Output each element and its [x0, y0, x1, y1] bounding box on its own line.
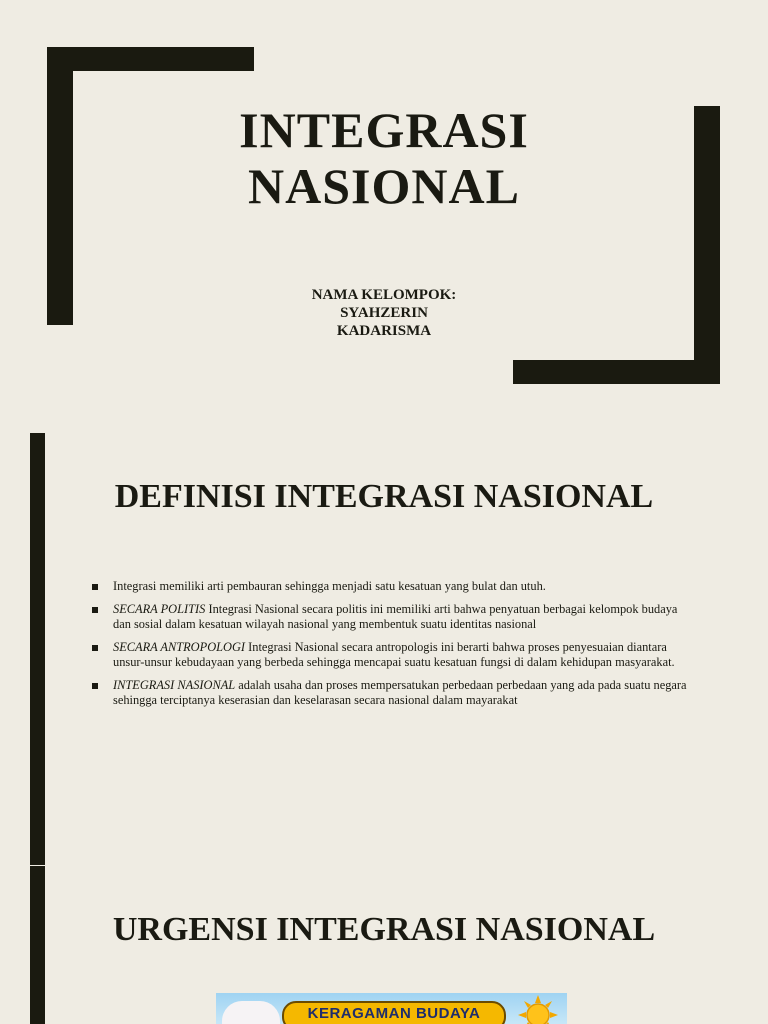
slide-accent-bar	[30, 433, 45, 865]
square-bullet-icon	[92, 584, 98, 590]
slide-title	[120, 102, 648, 214]
group-members	[200, 286, 568, 340]
bracket-top-left-vertical	[47, 47, 73, 325]
slide-separator	[0, 415, 768, 433]
bullet-text: adalah usaha dan proses mempersatukan perbedaan perbedaan yang ada pada suatu negara sehingga terciptanya keserasian dan keselarasan secara nasional dalam mayarakat	[113, 677, 687, 707]
bracket-bottom-right-horizontal	[513, 360, 720, 384]
definition-title: DEFINISI INTEGRASI NASIONAL	[114, 478, 654, 515]
bullet-item	[92, 640, 692, 671]
definition-bullet-list	[92, 579, 692, 716]
bullet-item	[92, 579, 692, 595]
bullet-lead: SECARA POLITIS	[113, 601, 206, 616]
members-label: NAMA KELOMPOK:	[311, 287, 457, 303]
bracket-bottom-right-vertical	[694, 106, 720, 384]
bullet-item	[92, 678, 692, 709]
member-name-2: KADARISMA	[336, 323, 432, 339]
member-name-1: SYAHZERIN	[340, 305, 428, 321]
title-line-1: INTEGRASI	[239, 102, 529, 158]
title-line-2: NASIONAL	[248, 158, 520, 214]
square-bullet-icon	[92, 607, 98, 613]
bullet-lead: INTEGRASI NASIONAL	[113, 677, 236, 692]
bullet-lead: SECARA ANTROPOLOGI	[113, 639, 246, 654]
urgency-title: URGENSI INTEGRASI NASIONAL	[112, 911, 656, 948]
cloud-icon	[222, 1001, 280, 1024]
bracket-top-left-horizontal	[47, 47, 254, 71]
bullet-text: Integrasi Nasional secara politis ini memiliki arti bahwa penyatuan berbagai kelompok budaya dan sosial dalam kesatuan wilayah nasional yang membentuk suatu identitas nasional	[113, 601, 678, 631]
square-bullet-icon	[92, 645, 98, 651]
banner-label: KERAGAMAN BUDAYA	[282, 1001, 506, 1024]
title-slide	[0, 0, 768, 415]
square-bullet-icon	[92, 683, 98, 689]
bullet-text: Integrasi Nasional secara antropologis ini berarti bahwa proses penyesuaian diantara unsur-unsur kebudayaan yang berbeda sehingga mencapai suatu kesatuan fungsi di dalam kehidupan masyarakat.	[113, 639, 675, 669]
bullet-text: Integrasi memiliki arti pembauran sehingga menjadi satu kesatuan yang bulat dan utuh.	[113, 579, 546, 593]
culture-banner-image	[216, 993, 567, 1024]
slide-accent-bar	[30, 866, 45, 1024]
definition-slide	[0, 433, 768, 865]
urgency-slide	[0, 866, 768, 1024]
sun-icon	[518, 995, 558, 1024]
bullet-item	[92, 602, 692, 633]
